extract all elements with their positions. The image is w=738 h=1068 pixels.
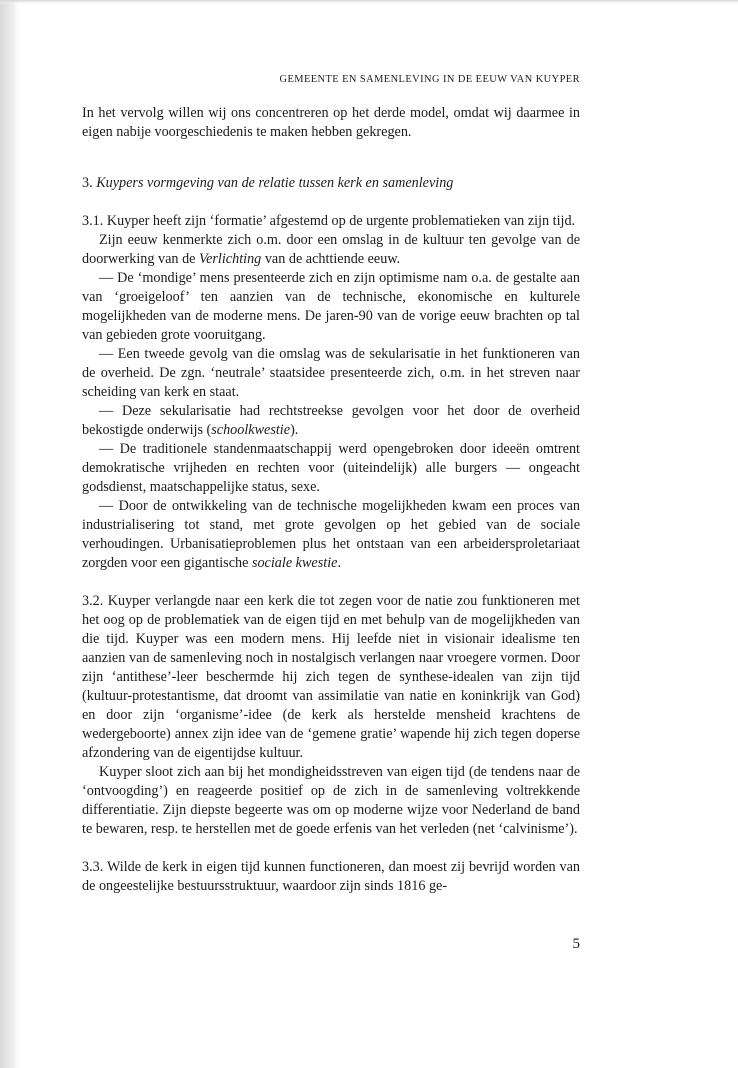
paragraph-onderwijs-end: ). (290, 422, 299, 438)
paragraph-era (82, 231, 580, 269)
section-number: 3. (82, 175, 93, 191)
paragraph-onderwijs (82, 402, 580, 440)
paragraph-industrialisering-end: . (337, 555, 341, 571)
paragraph-3-3: 3.3. Wilde de kerk in eigen tijd kunnen functioneren, dan moest zij bevrijd worden van de ongeestelijke bestuursstruktuur, waardoor zijn sinds 1816 ge- (82, 859, 580, 894)
paragraph-onderwijs-text: — Deze sekularisatie had rechtstreekse gevolgen voor het door de overheid bekostigde onderwijs ( (82, 403, 580, 438)
paragraph-3-2: 3.2. Kuyper verlangde naar een kerk die tot zegen voor de natie zou funktioneren met het oog op de problematiek van de eigen tijd en met behulp van de mogelijkheden van die tijd. Kuyper was een modern mens. Hij leefde niet in visionair idealisme ten aanzien van de samenleving noch in nostalgisch verlangen naar vroegere vormen. Door zijn ‘antithese’-leer beschermde hij zich tegen de synthese-idealen van zijn tijd (kultuur-protestantisme, dat droomt van assimilatie van natie en koninkrijk van God) en door zijn ‘organisme’-idee (de kerk als herstelde mensheid krachtens de wedergeboorte) annex zijn idee van de ‘gemene gratie’ wapende hij zich tegen doperse afzondering van de eigentijdse kultuur. (82, 593, 580, 761)
page-number: 5 (572, 936, 580, 952)
section-title: Kuypers vormgeving van de relatie tussen kerk en samenleving (96, 175, 454, 191)
paragraph-sekularisatie: — Een tweede gevolg van die omslag was de sekularisatie in het funktioneren van de overheid. De zgn. ‘neutrale’ staatsidee presenteerde zich, o.m. in het streven naar scheiding van kerk en staat. (82, 346, 580, 400)
paragraph-era-text: Zijn eeuw kenmerkte zich o.m. door een omslag in de kultuur ten gevolge van de doorwerking van de (82, 232, 580, 267)
section-heading (82, 174, 580, 193)
paragraph-3-1-intro: 3.1. Kuyper heeft zijn ‘formatie’ afgestemd op de urgente problematieken van zijn tijd. (82, 213, 576, 229)
term-verlichting: Verlichting (199, 251, 262, 267)
paragraph-industrialisering-text: — Door de ontwikkeling van de technische mogelijkheden kwam een proces van industrialisering tot stand, met grote gevolgen op het gebied van de sociale verhoudingen. Urbanisatieproblemen plus het ontstaan van een arbeidersproletariaat zorgden voor een gigantische (82, 498, 580, 571)
running-header: GEMEENTE EN SAMENLEVING IN DE EEUW VAN KUYPER (279, 74, 580, 85)
paragraph-industrialisering (82, 497, 580, 573)
term-schoolkwestie: schoolkwestie (211, 422, 291, 438)
intro-paragraph: In het vervolg willen wij ons concentreren op het derde model, omdat wij daarmee in eigen nabije voorgeschiedenis te maken hebben gekregen. (82, 105, 580, 140)
paragraph-3-2-mondigheid: Kuyper sloot zich aan bij het mondigheidsstreven van eigen tijd (de tendens naar de ‘ontvoogding’) en reageerde positief op de zich in de samenleving voltrekkende differentiatie. Zijn diepste begeerte was om op moderne wijze voor Nederland de band te bewaren, resp. te herstellen met de goede erfenis van het verleden (net ‘calvinisme’). (82, 764, 580, 837)
paragraph-standen: — De traditionele standenmaatschappij werd opengebroken door ideeën omtrent demokratische vrijheden en rechten voor (uiteindelijk) alle burgers — ongeacht godsdienst, maatschappelijke status, sexe. (82, 441, 580, 495)
paragraph-era-end: van de achttiende eeuw. (261, 251, 401, 267)
paragraph-mondige-mens: — De ‘mondige’ mens presenteerde zich en zijn optimisme nam o.a. de gestalte aan van ‘groeigeloof’ ten aanzien van de technische, ekonomische en kulturele mogelijkheden van de moderne mens. De jaren-90 van de vorige eeuw brachten op tal van gebieden grote vooruitgang. (82, 270, 580, 343)
page-body (82, 74, 580, 896)
term-sociale-kwestie: sociale kwestie (251, 555, 338, 571)
